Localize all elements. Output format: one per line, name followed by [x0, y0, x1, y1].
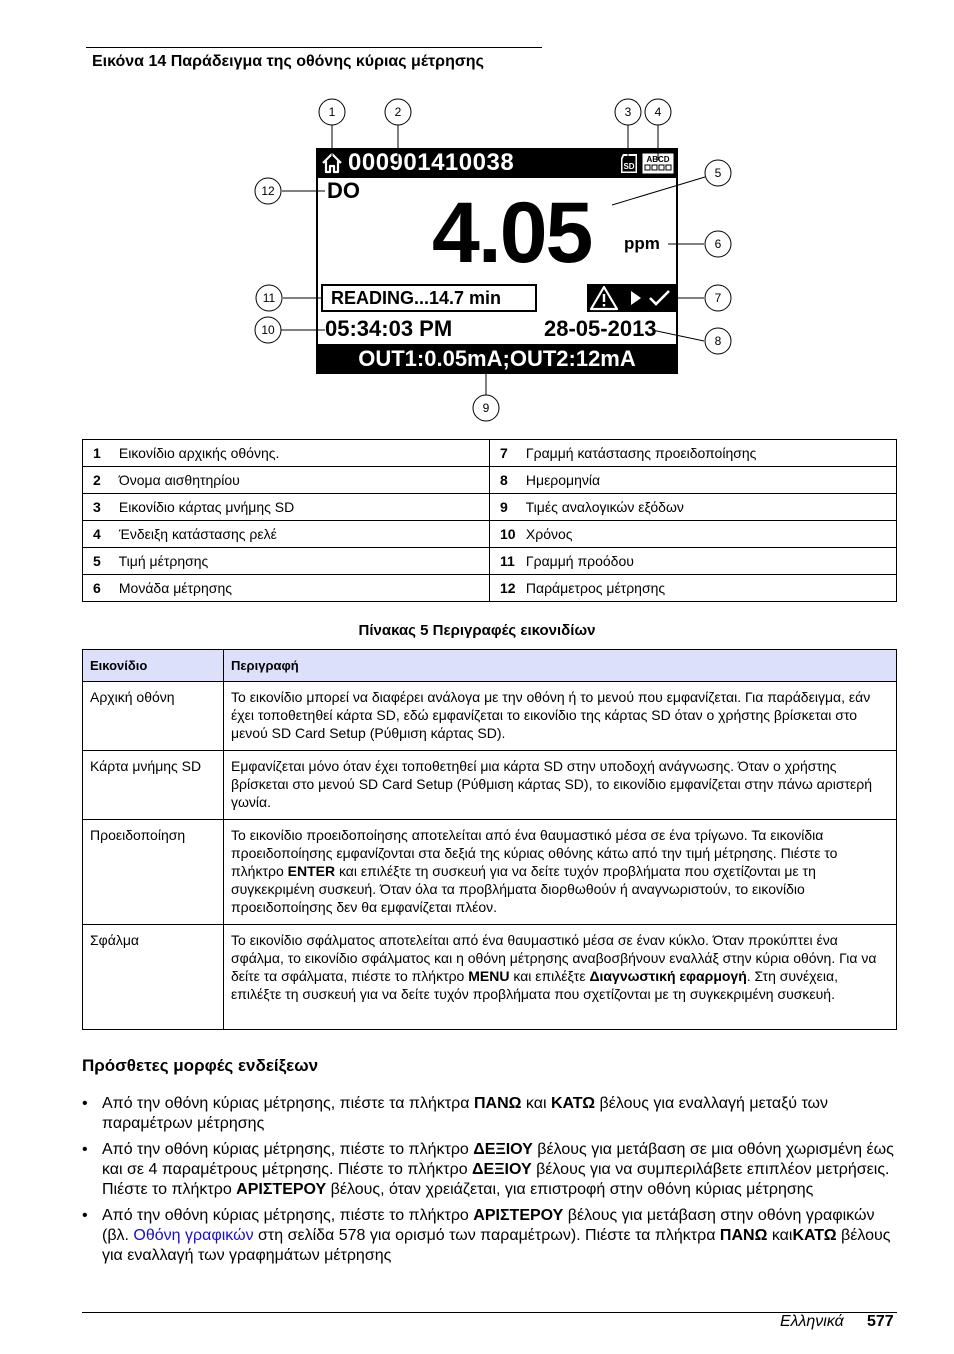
description-cell: Το εικονίδιο μπορεί να διαφέρει ανάλογα με την οθόνη ή το μενού που εμφανίζεται. Για παράδειγμα, εάν έχει τοποθετηθεί κάρτα SD, εδώ εμφανίζεται το εικονίδιο της κάρτας SD όταν ο χρήστης βρίσκεται στο μενού SD Card Setup (Ρύθμιση κάρτας SD).: [224, 682, 897, 751]
description-text: και επιλέξτε: [509, 968, 590, 984]
legend-cell: [490, 440, 897, 467]
callout-2: 2: [394, 105, 402, 119]
legend-cell: [83, 467, 490, 494]
page-number: 577: [867, 1313, 894, 1330]
icon-descriptions-table: [82, 649, 897, 1030]
legend-number: 12: [500, 580, 516, 596]
list-item: • Από την οθόνη κύριας μέτρησης, πιέστε το πλήκτρο ΔΕΞΙΟΥ βέλους για μετάβαση σε μια οθόνη χωρισμένη έως και σε 4 παραμέτρους μέτρησης. Πιέστε το πλήκτρο ΔΕΞΙΟΥ βέλους για να συμπεριλάβετε επιπλέον μετρήσεις. Πιέστε το πλήκτρο ΑΡΙΣΤΕΡΟΥ βέλους, όταν χρειάζεται, για επιστροφή στην οθόνη κύριας μέτρησης: [82, 1140, 897, 1200]
legend-cell: [490, 467, 897, 494]
description-cell: [224, 925, 897, 1030]
footer-language: Ελληνικά: [780, 1313, 844, 1330]
figure-caption: Εικόνα 14 Παράδειγμα της οθόνης κύριας μέτρησης: [92, 53, 484, 70]
table-row: [83, 820, 897, 925]
table-row: [83, 575, 897, 602]
measurement-value: 4.05: [432, 185, 592, 281]
callout-10: 10: [261, 323, 275, 337]
legend-number: 8: [500, 472, 508, 488]
icon-name-cell: Αρχική οθόνη: [83, 682, 224, 751]
legend-cell: [490, 521, 897, 548]
sd-card-label: SD: [623, 162, 635, 171]
legend-text: Τιμή μέτρησης: [118, 553, 209, 569]
legend-number: 5: [93, 553, 101, 569]
legend-cell: [490, 548, 897, 575]
sensor-serial: 000901410038: [348, 149, 515, 176]
analog-outputs: OUT1:0.05mA;OUT2:12mA: [358, 346, 636, 371]
legend-number: 2: [93, 472, 101, 488]
graphics-screen-link[interactable]: Οθόνη γραφικών: [133, 1227, 254, 1244]
column-header-icon: Εικονίδιο: [83, 650, 224, 682]
column-header-description: Περιγραφή: [224, 650, 897, 682]
callout-9: 9: [482, 401, 490, 415]
footer-rule: [82, 1312, 897, 1313]
table-row: [83, 494, 897, 521]
time-display: 05:34:03 PM: [325, 316, 453, 341]
legend-text: Ένδειξη κατάστασης ρελέ: [118, 526, 277, 542]
legend-text: Εικονίδιο αρχικής οθόνης.: [118, 445, 280, 461]
description-text: και επιλέξτε τη συσκευή για να δείτε τυχόν προβλήματα που σχετίζονται με τη συγκεκριμένη συσκευή. Όταν όλα τα προβλήματα διορθωθούν ή αναγνωριστούν, το εικονίδιο προειδοποίησης δεν θα εμφανίζεται πλέον.: [231, 863, 816, 915]
legend-number: 1: [93, 445, 101, 461]
legend-cell: [490, 575, 897, 602]
table-row: [83, 925, 897, 1030]
description-cell: [224, 820, 897, 925]
legend-cell: [83, 521, 490, 548]
legend-cell: [83, 494, 490, 521]
section-heading: Πρόσθετες μορφές ενδείξεων: [82, 1056, 319, 1075]
parameter-name: DO: [327, 178, 360, 203]
table-row: [83, 440, 897, 467]
table-row: [83, 682, 897, 751]
legend-number: 7: [500, 445, 508, 461]
callout-4: 4: [654, 105, 662, 119]
legend-number: 11: [500, 553, 515, 569]
legend-text: Παράμετρος μέτρησης: [525, 580, 666, 596]
description-text: . Στη συνέχεια, επιλέξτε τη συσκευή για να δείτε τυχόν προβλήματα που σχετίζονται με τη συγκεκριμένη συσκευή.: [231, 968, 838, 1002]
bullet-list: [82, 1094, 897, 1272]
legend-number: 9: [500, 499, 508, 515]
callout-11: 11: [262, 291, 276, 305]
legend-text: Όνομα αισθητηρίου: [118, 472, 240, 488]
callout-3: 3: [624, 105, 632, 119]
table-row: [83, 521, 897, 548]
key-name: MENU: [468, 968, 510, 984]
description-cell: Εμφανίζεται μόνο όταν έχει τοποθετηθεί μια κάρτα SD στην υποδοχή ανάγνωσης. Όταν ο χρήστης βρίσκεται στο μενού SD Card Setup (Ρύθμιση κάρτας SD), το εικονίδιο εμφανίζεται στην πάνω αριστερή γωνία.: [224, 751, 897, 820]
progress-bar: READING...14.7 min: [321, 284, 537, 312]
description-text: Το εικονίδιο προειδοποίησης αποτελείται από ένα θαυμαστικό μέσα σε ένα τρίγωνο. Τα εικονίδια προειδοποίησης εμφανίζονται στα δεξιά της κύριας οθόνης κάτω από την τιμή μέτρησης. Πιέστε το πλήκτρο: [231, 827, 838, 879]
icon-name-cell: Κάρτα μνήμης SD: [83, 751, 224, 820]
figure-legend-table: [82, 439, 897, 602]
list-item: • Από την οθόνη κύριας μέτρησης, πιέστε τα πλήκτρα ΠΑΝΩ και ΚΑΤΩ βέλους για εναλλαγή μεταξύ των παραμέτρων μέτρησης: [82, 1094, 897, 1134]
icon-name-cell: Σφάλμα: [83, 925, 224, 1030]
legend-number: 10: [500, 526, 516, 542]
legend-text: Γραμμή κατάστασης προειδοποίησης: [525, 445, 757, 461]
legend-text: Μονάδα μέτρησης: [118, 580, 232, 596]
legend-text: Τιμές αναλογικών εξόδων: [525, 499, 684, 515]
callout-7: 7: [714, 291, 722, 305]
list-item: • Από την οθόνη κύριας μέτρησης, πιέστε το πλήκτρο ΑΡΙΣΤΕΡΟΥ βέλους για μετάβαση στην οθόνη γραφικών (βλ. Οθόνη γραφικών στη σελίδα 578 για ορισμό των παραμέτρων). Πιέστε τα πλήκτρα ΠΑΝΩ καιΚΑΤΩ βέλους για εναλλαγή των γραφημάτων μέτρησης: [82, 1206, 897, 1266]
legend-number: 3: [93, 499, 101, 515]
callout-12: 12: [261, 184, 275, 198]
legend-number: 4: [93, 526, 101, 542]
callout-8: 8: [714, 334, 722, 348]
legend-cell: [83, 575, 490, 602]
measurement-unit: ppm: [624, 234, 660, 253]
relay-status-label: ABCD: [646, 155, 670, 164]
legend-text: Ημερομηνία: [525, 472, 601, 488]
table-row: [83, 548, 897, 575]
date-display: 28-05-2013: [544, 316, 657, 341]
icon-name-cell: Προειδοποίηση: [83, 820, 224, 925]
legend-cell: [83, 440, 490, 467]
legend-text: Γραμμή προόδου: [525, 553, 634, 569]
table-row: [83, 467, 897, 494]
menu-name: Διαγνωστική εφαρμογή: [589, 968, 747, 984]
legend-cell: [490, 494, 897, 521]
table-header-row: [83, 650, 897, 682]
legend-cell: [83, 548, 490, 575]
callout-5: 5: [714, 166, 722, 180]
callout-1: 1: [328, 105, 336, 119]
legend-text: Χρόνος: [525, 526, 573, 542]
figure-callouts: [0, 0, 954, 440]
description-text: Το εικονίδιο σφάλματος αποτελείται από ένα θαυμαστικό μέσα σε έναν κύκλο. Όταν προκύπτει ένα σφάλμα, το εικονίδιο σφάλματος και η οθόνη μέτρησης αναβοσβήνουν εναλλάξ στην κύρια οθόνη. Για να δείτε τα σφάλματα, πιέστε το πλήκτρο: [231, 932, 877, 984]
table-row: [83, 751, 897, 820]
legend-number: 6: [93, 580, 101, 596]
table-caption: Πίνακας 5 Περιγραφές εικονιδίων: [358, 622, 596, 639]
key-name: ENTER: [287, 863, 336, 879]
legend-text: Εικονίδιο κάρτας μνήμης SD: [118, 499, 295, 515]
callout-6: 6: [714, 237, 722, 251]
